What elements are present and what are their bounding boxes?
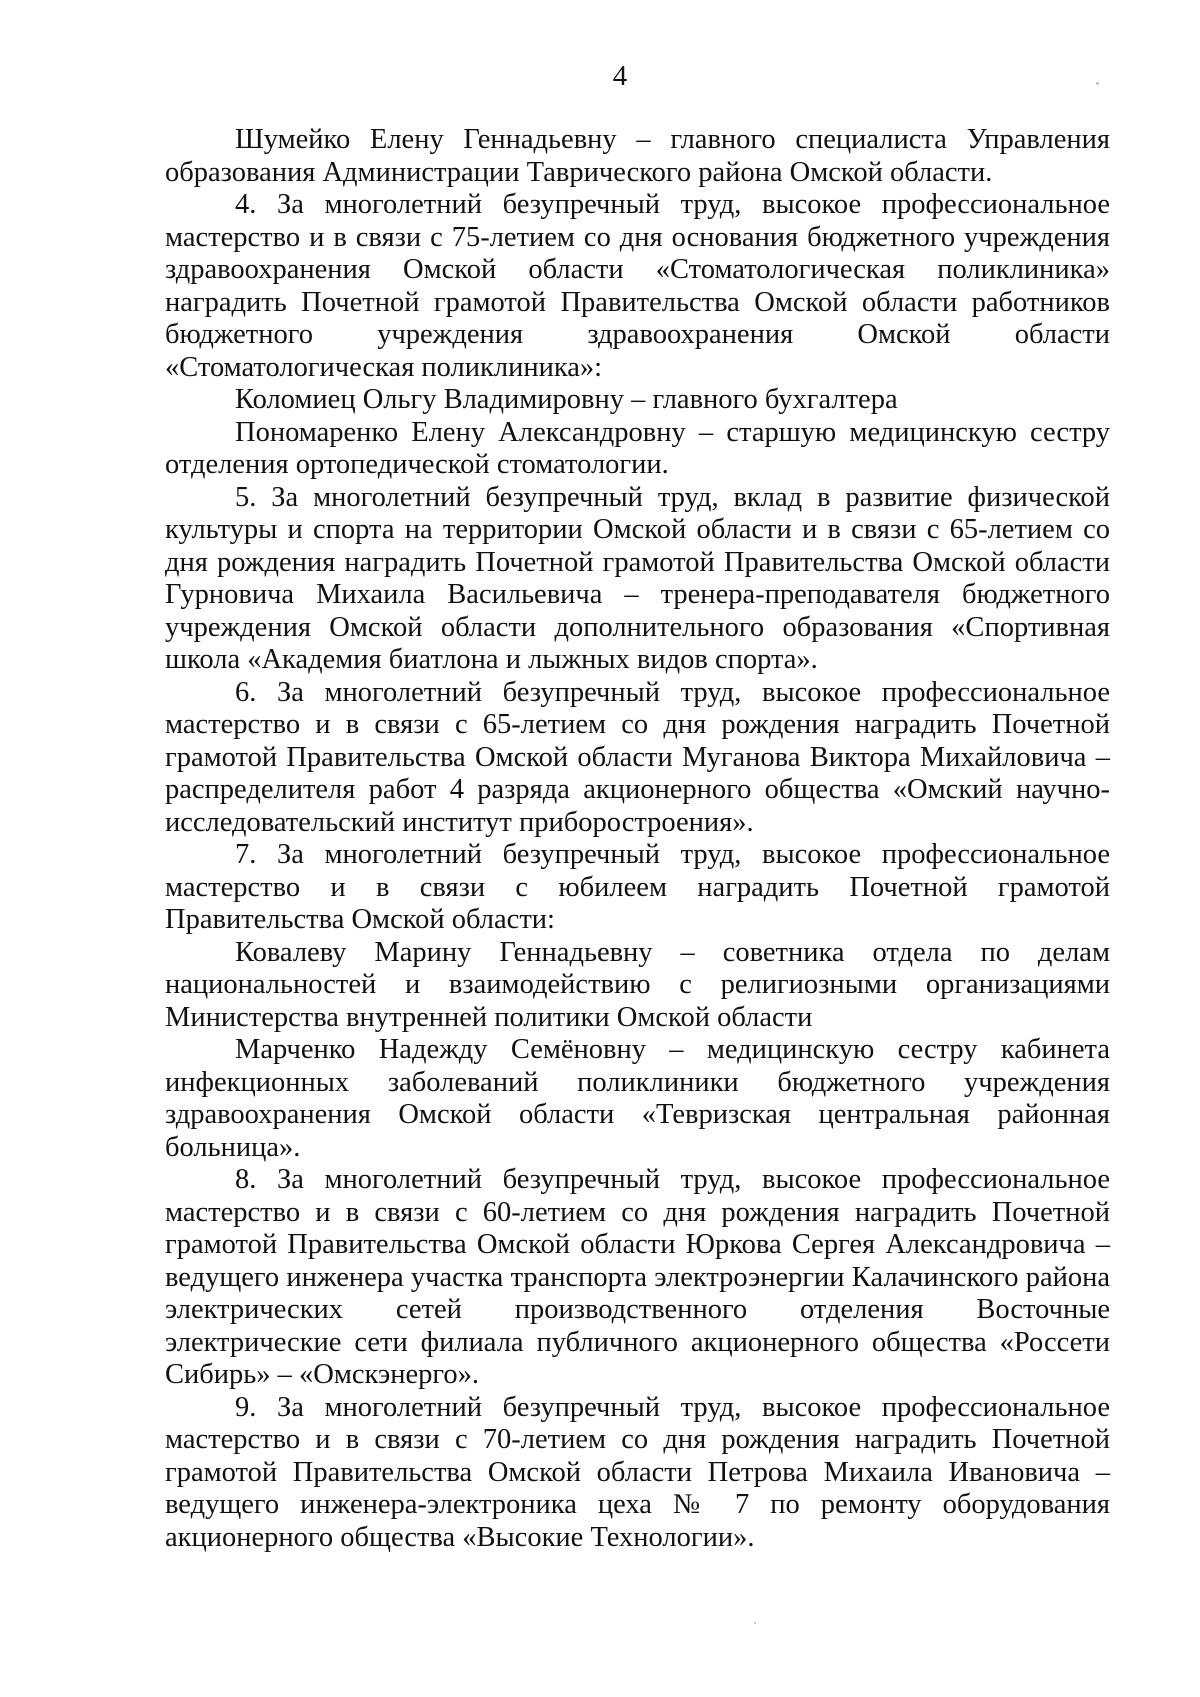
paragraph-8: Ковалеву Марину Геннадьевну – советника отдела по делам национальностей и взаимодействию с религиозными организациями Министерства внутренней политики Омской области [165,936,1110,1033]
paragraph-3: Коломиец Ольгу Владимировну – главного бухгалтера [235,384,898,415]
scan-speck [754,1622,756,1624]
page-number: 4 [612,60,628,92]
scan-speck [1096,82,1099,85]
paragraph-4: Пономаренко Елену Александровну – старшую медицинскую сестру отделения ортопедической стоматологии. [165,416,1110,480]
paragraph-7: 7. За многолетний безупречный труд, высокое профессиональное мастерство и в связи с юбилеем наградить Почетной грамотой Правительства Омской области: [165,839,1110,935]
paragraph-11: 9. За многолетний безупречный труд, высокое профессиональное мастерство и в связи с 70-летием со дня рождения наградить Почетной грамотой Правительства Омской области Петрова Михаила Ивановича – ведущего инженера-электроника цеха № 7 по ремонту оборудования акционерного общества «Высокие Технологии». [165,1391,1110,1553]
paragraph-9: Марченко Надежду Семёновну – медицинскую сестру кабинета инфекционных заболеваний поликлиники бюджетного учреждения здравоохранения Омской области «Тевризская центральная районная больница». [165,1034,1110,1163]
paragraph-2: 4. За многолетний безупречный труд, высокое профессиональное мастерство и в связи с 75-летием со дня основания бюджетного учреждения здравоохранения Омской области «Стоматологическая поликлиника» наградить Почетной грамотой Правительства Омской области работников бюджетного учреждения здравоохранения Омской области «Стоматологическая поликлиника»: [165,189,1110,383]
paragraph-5: 5. За многолетний безупречный труд, вклад в развитие физической культуры и спорта на территории Омской области и в связи с 65-летием со дня рождения наградить Почетной грамотой Правительства Омской области Гурновича Михаила Васильевича – тренера-преподавателя бюджетного учреждения Омской области дополнительного образования «Спортивная школа «Академия биатлона и лыжных видов спорта». [165,481,1110,675]
document-body [165,124,1110,1554]
paragraph-6: 6. За многолетний безупречный труд, высокое профессиональное мастерство и в связи с 65-летием со дня рождения наградить Почетной грамотой Правительства Омской области Муганова Виктора Михайловича – распределителя работ 4 разряда акционерного общества «Омский научно-исследовательский институт приборостроения». [165,676,1110,838]
paragraph-1: Шумейко Елену Геннадьевну – главного специалиста Управления образования Администрации Таврического района Омской области. [165,124,1110,188]
paragraph-10: 8. За многолетний безупречный труд, высокое профессиональное мастерство и в связи с 60-летием со дня рождения наградить Почетной грамотой Правительства Омской области Юркова Сергея Александровича – ведущего инженера участка транспорта электроэнергии Калачинского района электрических сетей производственного отделения Восточные электрические сети филиала публичного акционерного общества «Россети Сибирь» – «Омскэнерго». [165,1164,1110,1390]
